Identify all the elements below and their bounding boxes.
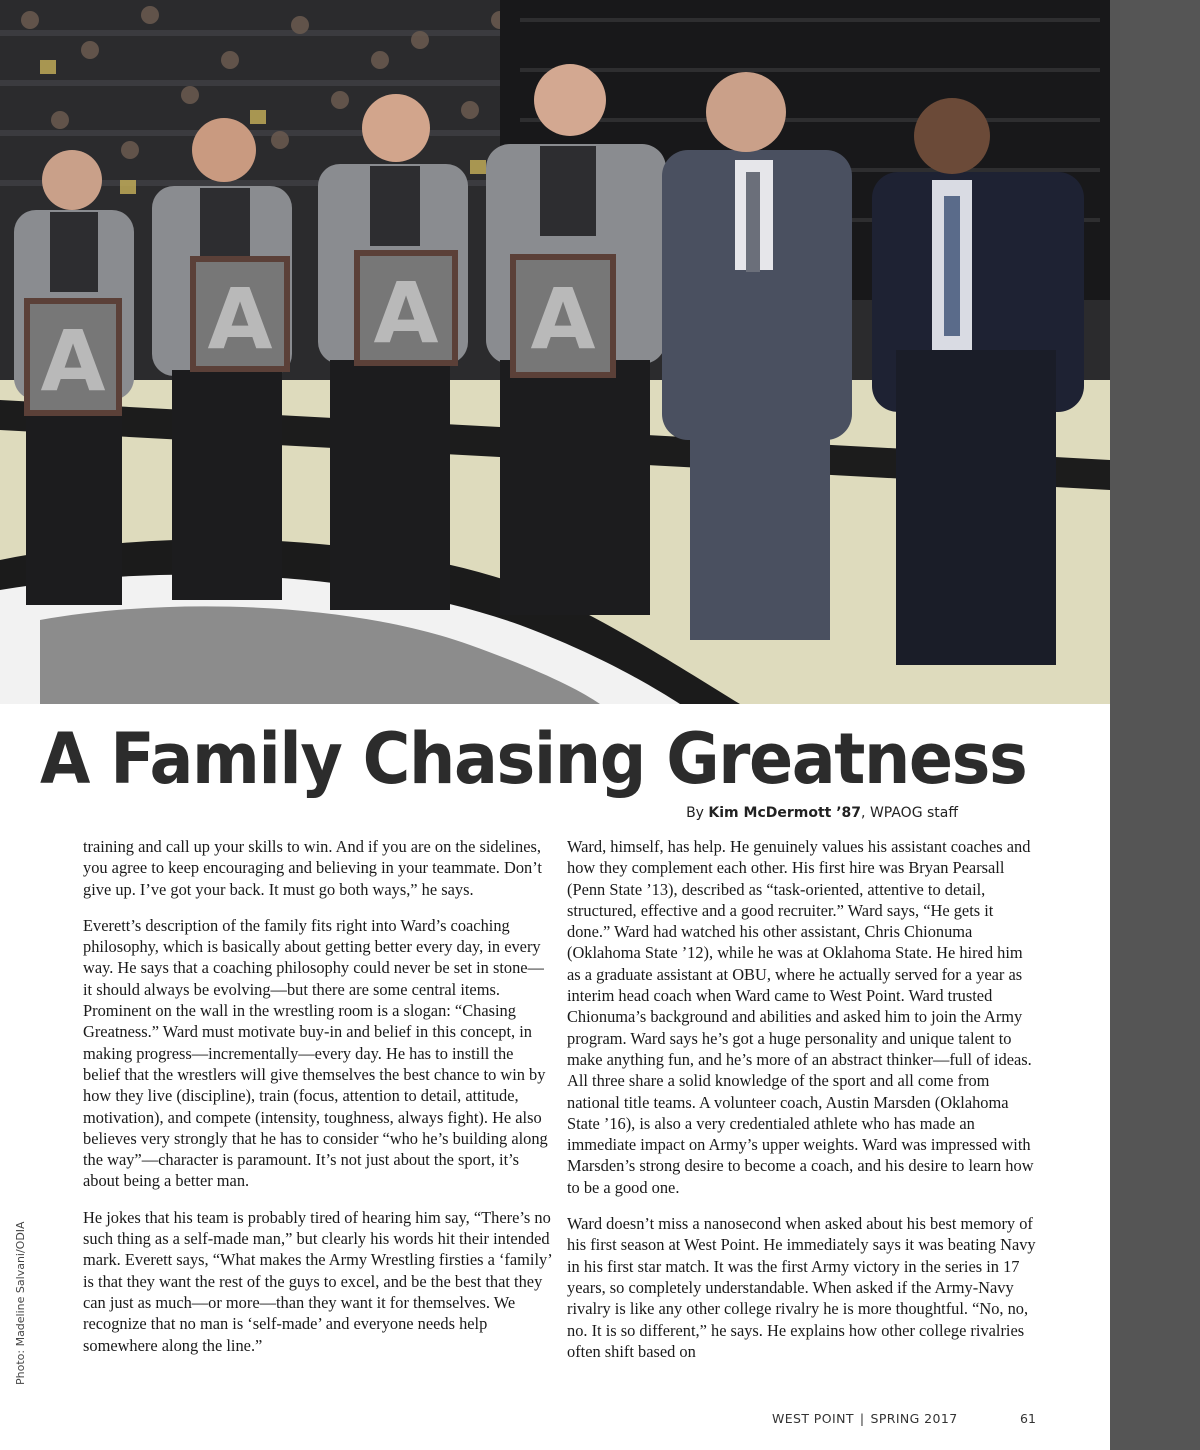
page-edge-strip (1110, 0, 1200, 1450)
article-headline: A Family Chasing Greatness (40, 718, 1027, 800)
body-paragraph: Everett’s description of the family fits right into Ward’s coaching philosophy, which is basically about getting better every day, in every way. He says that a coaching philosophy could never be set in stone—it should always be evolving—but there are some central items. Prominent on the wall in the wrestling room is a slogan: “Chasing Greatness.” Ward must motivate buy-in and belief in this concept, in making progress—incrementally—every day. He has to instill the belief that the wrestlers will give themselves the best chance to win by how they live (discipline), train (focus, attention to detail, attitude, motivation), and compete (intensity, toughness, always fight). He also believes very strongly that he has to consider “who he’s building along the way”—character is paramount. It’s not just about the sport, it’s about being a better man. (83, 915, 548, 1191)
plaque-letter: A (207, 270, 273, 368)
right-column (567, 836, 1037, 1377)
footer-issue: SPRING 2017 (870, 1411, 958, 1426)
page-number: 61 (1020, 1411, 1036, 1426)
byline-author: Kim McDermott ’87 (708, 805, 862, 821)
left-column (83, 836, 553, 1371)
photo-credit: Photo: Madeline Salvani/ODIA (14, 1221, 27, 1385)
plaque-letter: A (530, 270, 596, 368)
page-footer (772, 1411, 958, 1426)
plaque-letter: A (373, 264, 439, 362)
body-paragraph: Ward, himself, has help. He genuinely values his assistant coaches and how they complement each other. His first hire was Bryan Pearsall (Penn State ’13), described as “task-oriented, attentive to detail, structured, effective and a good recruiter.” Ward says, “He gets it done.” Ward had watched his other assistant, Chris Chionuma (Oklahoma State ’12), while he was at Oklahoma State. He hired him as a graduate assistant at OBU, where he actually served for a year as interim head coach when Ward came to West Point. Ward trusted Chionuma’s background and abilities and asked him to join the Army program. Ward says he’s got a huge personality and unique talent to make anything fun, and he’s more of an abstract thinker—full of ideas. All three share a solid knowledge of the sport and all come from national title teams. A volunteer coach, Austin Marsden (Oklahoma State ’16), is also a very credentialed athlete who has made an immediate impact on Army’s upper weights. Ward was impressed with Marsden’s strong desire to become a coach, and his desire to learn how to be a good one. (567, 837, 1034, 1197)
footer-separator: | (859, 1411, 865, 1426)
body-paragraph: Ward doesn’t miss a nanosecond when asked about his best memory of his first season at West Point. He immediately says it was beating Navy in his first star match. It was the first Army victory in the series in 17 years, so completely understandable. When asked if the Army-Navy rivalry is like any other college rivalry he is more thoughtful. “No, no, no. It is so different,” he says. He explains how other college rivalries often shift based on (567, 1214, 1036, 1361)
plaque-letter: A (40, 312, 106, 410)
byline-prefix: By (686, 805, 709, 821)
body-paragraph: He jokes that his team is probably tired of hearing him say, “There’s no such thing as a self-made man,” but clearly his words hit their intended mark. Everett says, “What makes the Army Wrestling firsties a ‘family’ is that they want the rest of the guys to excel, and be the best that they can just as much—or more—than they want it for themselves. We recognize that no man is ‘self-made’ and everyone needs help somewhere along the line.” (83, 1207, 552, 1355)
byline (686, 805, 958, 821)
footer-publication: WEST POINT (772, 1411, 854, 1426)
team-photo (0, 0, 1110, 704)
body-paragraph: training and call up your skills to win. And if you are on the sidelines, you agree to keep encouraging and believing in your teammate. Don’t give up. I’ve got your back. It must go both ways,” he says. (83, 837, 542, 899)
byline-suffix: , WPAOG staff (861, 805, 958, 821)
